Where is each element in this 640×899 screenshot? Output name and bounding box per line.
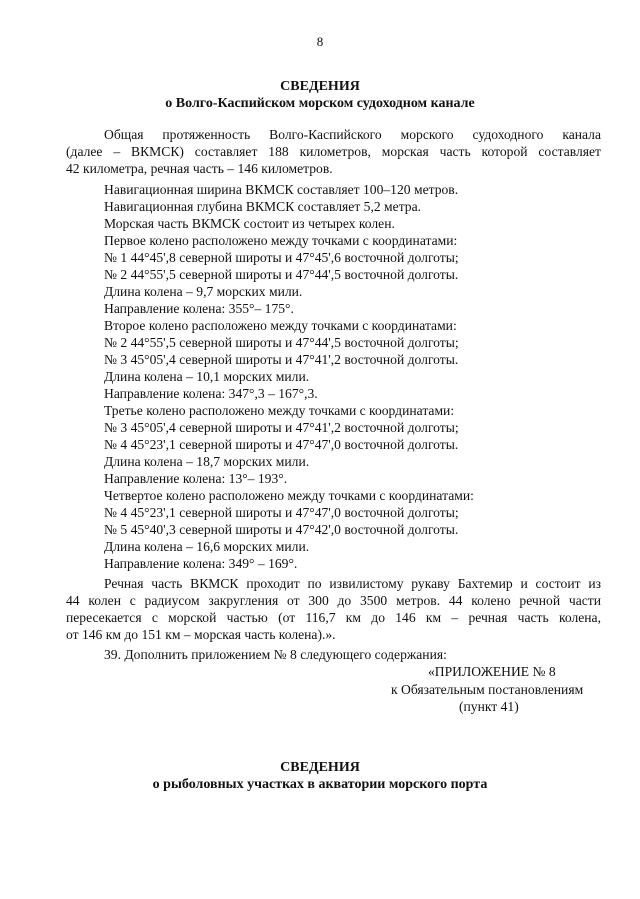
- body-line: Третье колено расположено между точками с координатами:: [104, 403, 455, 418]
- body-line: Длина колена – 10,1 морских мили.: [104, 369, 310, 384]
- body-line: № 2 44°55',5 северной широты и 47°44',5 восточной долготы.: [104, 267, 459, 282]
- body-line: Направление колена: 349° – 169°.: [104, 556, 298, 571]
- body-line: Направление колена: 13°– 193°.: [104, 471, 288, 486]
- body-line: Длина колена – 16,6 морских мили.: [104, 539, 310, 554]
- body-line: Навигационная глубина ВКМСК составляет 5,2 метра.: [104, 199, 422, 214]
- body-line: Общая протяженность Волго-Каспийского морского судоходного канала: [104, 127, 601, 142]
- body-line: Морская часть ВКМСК состоит из четырех колен.: [104, 216, 395, 231]
- body-line: Направление колена: 347°,3 – 167°,3.: [104, 386, 318, 401]
- body-line: 42 километра, речная часть – 146 километров.: [66, 161, 333, 176]
- body-line: № 4 45°23',1 северной широты и 47°47',0 восточной долготы.: [104, 437, 459, 452]
- appendix-line: к Обязательным постановлениям: [391, 682, 584, 697]
- body-line: пересекается с морской частью (от 116,7 км до 146 км – речная часть колена,: [66, 610, 601, 625]
- body-line: Длина колена – 18,7 морских мили.: [104, 454, 310, 469]
- body-line: № 4 45°23',1 северной широты и 47°47',0 восточной долготы;: [104, 505, 459, 520]
- body-line: № 3 45°05',4 северной широты и 47°41',2 восточной долготы;: [104, 420, 459, 435]
- body-line: Первое колено расположено между точками с координатами:: [104, 233, 458, 248]
- appendix-line: (пункт 41): [459, 699, 519, 714]
- body-line: Направление колена: 355°– 175°.: [104, 301, 294, 316]
- section1-subtitle: о Волго-Каспийском морском судоходном канале: [165, 96, 475, 111]
- section2-subtitle: о рыболовных участках в акватории морского порта: [152, 777, 488, 792]
- body-line: Второе колено расположено между точками с координатами:: [104, 318, 457, 333]
- appendix-line: «ПРИЛОЖЕНИЕ № 8: [428, 664, 556, 679]
- body-line: Четвертое колено расположено между точками с координатами:: [104, 488, 474, 503]
- body-line: Навигационная ширина ВКМСК составляет 100–120 метров.: [104, 182, 459, 197]
- section2-title: СВЕДЕНИЯ: [280, 760, 360, 775]
- body-line: Длина колена – 9,7 морских мили.: [104, 284, 303, 299]
- body-line: № 1 44°45',8 северной широты и 47°45',6 восточной долготы;: [104, 250, 459, 265]
- body-line: от 146 км до 151 км – морская часть колена).».: [66, 627, 336, 642]
- body-line: № 5 45°40',3 северной широты и 47°42',0 восточной долготы.: [104, 522, 459, 537]
- body-line: Речная часть ВКМСК проходит по извилистому рукаву Бахтемир и состоит из: [104, 576, 601, 591]
- body-line: 44 колен с радиусом закругления от 300 до 3500 метров. 44 колено речной части: [66, 593, 601, 608]
- body-line: (далее – ВКМСК) составляет 188 километров, морская часть которой составляет: [66, 144, 601, 159]
- section1-title: СВЕДЕНИЯ: [280, 79, 360, 94]
- body-line: № 2 44°55',5 северной широты и 47°44',5 восточной долготы;: [104, 335, 459, 350]
- page-number: 8: [316, 34, 324, 49]
- body-line: № 3 45°05',4 северной широты и 47°41',2 восточной долготы.: [104, 352, 459, 367]
- body-line: 39. Дополнить приложением № 8 следующего содержания:: [104, 647, 447, 662]
